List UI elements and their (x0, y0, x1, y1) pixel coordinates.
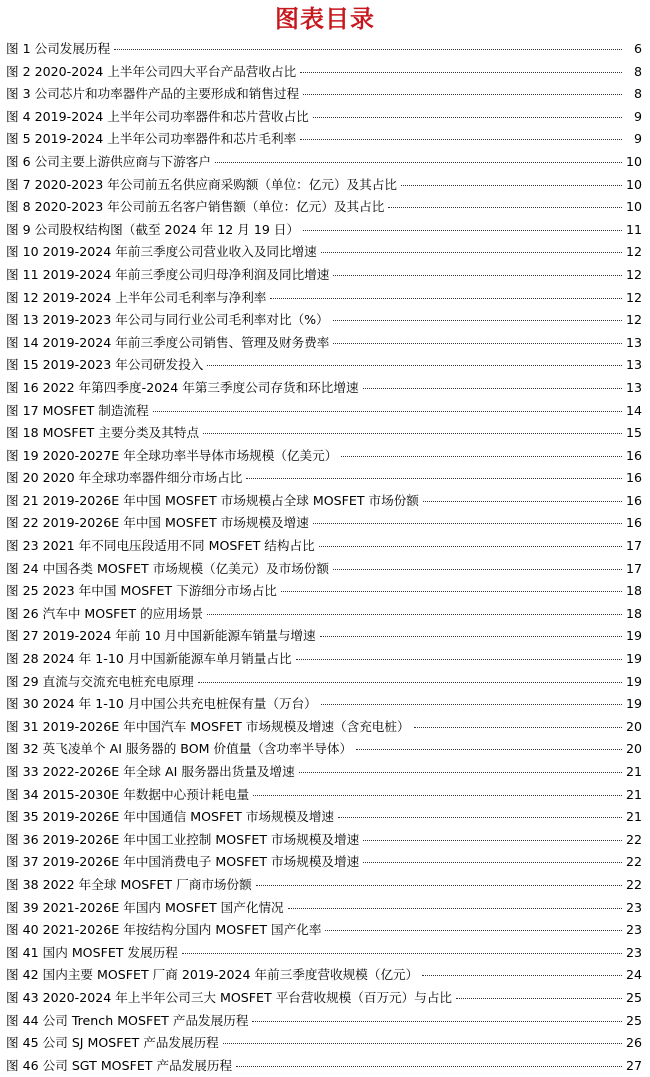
toc-entry-page-number[interactable]: 9 (633, 131, 642, 147)
toc-entry-label[interactable]: 图 15 2019-2023 年公司研发投入 (6, 357, 204, 373)
toc-entry[interactable] (6, 784, 642, 807)
toc-dot-leader (321, 251, 622, 253)
toc-entry-label[interactable]: 图 30 2024 年 1-10 月中国公共充电桩保有量（万台） (6, 696, 317, 712)
toc-dot-leader (246, 477, 622, 479)
toc-entry[interactable] (6, 83, 642, 106)
toc-entry-label[interactable]: 图 26 汽车中 MOSFET 的应用场景 (6, 605, 204, 621)
toc-dot-leader (333, 319, 622, 321)
toc-entry[interactable] (6, 490, 642, 513)
toc-entry-label[interactable]: 图 22 2019-2026E 年中国 MOSFET 市场规模及增速 (6, 515, 309, 531)
toc-entry[interactable] (6, 942, 642, 965)
toc-entry-label[interactable]: 图 33 2022-2026E 年全球 AI 服务器出货量及增速 (6, 764, 295, 779)
toc-entry[interactable] (6, 1032, 642, 1055)
toc-entry-label[interactable]: 图 25 2023 年中国 MOSFET 下游细分市场占比 (6, 583, 277, 599)
toc-entry-label[interactable]: 图 45 公司 SJ MOSFET 产品发展历程 (6, 1035, 219, 1051)
toc-entry[interactable] (6, 128, 642, 151)
toc-entry[interactable] (6, 874, 642, 897)
toc-dot-leader (300, 71, 622, 73)
toc-entry-label[interactable]: 图 34 2015-2030E 年数据中心预计耗电量 (6, 786, 250, 802)
toc-entry-label[interactable]: 图 44 公司 Trench MOSFET 产品发展历程 (6, 1012, 249, 1028)
toc-entry-page-number[interactable]: 12 (626, 289, 643, 305)
toc-entry[interactable] (6, 625, 642, 648)
toc-entry-label[interactable]: 图 38 2022 年全球 MOSFET 厂商市场份额 (6, 876, 252, 892)
toc-entry-label[interactable]: 图 14 2019-2024 年前三季度公司销售、管理及财务费率 (6, 334, 330, 350)
toc-entry-page-number[interactable]: 11 (626, 221, 643, 237)
toc-entry-page-number[interactable]: 9 (633, 108, 642, 124)
toc-dot-leader (333, 342, 622, 344)
toc-dot-leader (253, 794, 622, 796)
toc-entry-label[interactable]: 图 12 2019-2024 上半年公司毛利率与净利率 (6, 289, 267, 305)
toc-dot-leader (414, 726, 622, 728)
toc-entry[interactable] (6, 851, 642, 874)
toc-dot-leader (313, 116, 622, 118)
toc-entry-label[interactable]: 图 28 2024 年 1-10 月中国新能源车单月销量占比 (6, 651, 292, 667)
toc-entry-label[interactable]: 图 40 2021-2026E 年按结构分国内 MOSFET 国产化率 (6, 922, 322, 938)
toc-entry[interactable] (6, 761, 642, 784)
toc-dot-leader (363, 861, 622, 863)
toc-entry-page-number[interactable]: 19 (626, 651, 643, 667)
toc-dot-leader (319, 545, 622, 547)
toc-entry-page-number[interactable]: 8 (633, 86, 642, 102)
toc-entry[interactable] (6, 919, 642, 942)
toc-entry-page-number[interactable]: 20 (626, 741, 643, 757)
toc-entry[interactable] (6, 987, 642, 1010)
toc-entry-page-number[interactable]: 15 (626, 425, 643, 441)
toc-entry-page-number[interactable]: 23 (626, 922, 643, 938)
toc-entry[interactable] (6, 558, 642, 581)
toc-entry-label[interactable]: 图 46 公司 SGT MOSFET 产品发展历程 (6, 1057, 233, 1073)
toc-entry-label[interactable]: 图 23 2021 年不同电压段适用不同 MOSFET 结构占比 (6, 538, 315, 554)
toc-entry-label[interactable]: 图 1 公司发展历程 (6, 41, 111, 56)
toc-entry-label[interactable]: 图 39 2021-2026E 年国内 MOSFET 国产化情况 (6, 899, 284, 915)
toc-entry-page-number[interactable]: 10 (626, 153, 643, 169)
toc-entry-page-number[interactable]: 21 (626, 786, 643, 802)
toc-entry-label[interactable]: 图 9 公司股权结构图（截至 2024 年 12 月 19 日） (6, 221, 300, 237)
toc-dot-leader (207, 613, 622, 615)
toc-entry-label[interactable]: 图 18 MOSFET 主要分类及其特点 (6, 425, 200, 441)
toc-entry-label[interactable]: 图 37 2019-2026E 年中国消费电子 MOSFET 市场规模及增速 (6, 854, 360, 870)
toc-dot-leader (281, 590, 622, 592)
toc-entry-page-number[interactable]: 13 (626, 334, 643, 350)
toc-entry[interactable] (6, 648, 642, 671)
toc-dot-leader (333, 568, 622, 570)
toc-entry[interactable] (6, 332, 642, 355)
toc-dot-leader (325, 929, 622, 931)
toc-entry-label[interactable]: 图 7 2020-2023 年公司前五名供应商采购额（单位：亿元）及其占比 (6, 176, 397, 192)
toc-dot-leader (153, 410, 622, 412)
toc-entry-label[interactable]: 图 32 英飞凌单个 AI 服务器的 BOM 价值量（含功率半导体） (6, 741, 353, 757)
toc-entry[interactable] (6, 467, 642, 490)
toc-dot-leader (363, 387, 622, 389)
toc-entry[interactable] (6, 196, 642, 219)
toc-dot-leader (252, 1020, 622, 1022)
toc-entry-page-number[interactable]: 10 (626, 199, 643, 215)
toc-entry[interactable] (6, 535, 642, 558)
toc-entry[interactable] (6, 829, 642, 852)
toc-entry-label[interactable]: 图 21 2019-2026E 年中国 MOSFET 市场规模占全球 MOSFET 市场份额 (6, 492, 419, 508)
toc-dot-leader (422, 974, 622, 976)
toc-entry-page-number[interactable]: 16 (626, 470, 643, 486)
toc-entry-page-number[interactable]: 18 (626, 583, 643, 599)
toc-dot-leader (182, 952, 622, 954)
toc-dot-leader (320, 635, 622, 637)
toc-dot-leader (313, 522, 622, 524)
toc-entry[interactable] (6, 603, 642, 626)
toc-entry-page-number[interactable]: 17 (626, 538, 643, 554)
toc-entry-page-number[interactable]: 10 (626, 176, 643, 192)
toc-entry-page-number[interactable]: 26 (626, 1035, 643, 1051)
toc-entry-label[interactable]: 图 27 2019-2024 年前 10 月中国新能源车销量与增速 (6, 628, 316, 644)
toc-dot-leader (423, 500, 622, 502)
toc-entry[interactable] (6, 1055, 642, 1077)
toc-entry[interactable] (6, 106, 642, 129)
toc-entry-page-number[interactable]: 12 (626, 244, 643, 260)
toc-entry-label[interactable]: 图 29 直流与交流充电桩充电原理 (6, 673, 194, 689)
toc-entry-page-number[interactable]: 23 (626, 944, 643, 960)
toc-entry-page-number[interactable]: 13 (626, 379, 643, 395)
toc-entry[interactable] (6, 219, 642, 242)
toc-dot-leader (299, 771, 622, 773)
toc-entry[interactable] (6, 897, 642, 920)
toc-entry-label[interactable]: 图 3 公司芯片和功率器件产品的主要形成和销售过程 (6, 86, 300, 102)
toc-entry-label[interactable]: 图 24 中国各类 MOSFET 市场规模（亿美元）及市场份额 (6, 560, 329, 576)
toc-entry-page-number[interactable]: 27 (626, 1057, 643, 1073)
toc-dot-leader (401, 184, 622, 186)
toc-entry[interactable] (6, 1010, 642, 1033)
toc-entry[interactable] (6, 287, 642, 310)
toc-entry-label[interactable]: 图 17 MOSFET 制造流程 (6, 402, 149, 418)
toc-entry-label[interactable]: 图 19 2020-2027E 年全球功率半导体市场规模（亿美元） (6, 447, 338, 463)
toc-dot-leader (303, 229, 622, 231)
toc-entry[interactable] (6, 354, 642, 377)
toc-dot-leader (203, 432, 622, 434)
toc-entry-label[interactable]: 图 10 2019-2024 年前三季度公司营业收入及同比增速 (6, 244, 317, 260)
toc-entry-page-number[interactable]: 23 (626, 899, 643, 915)
page-title: 图表目录 (275, 5, 375, 33)
toc-dot-leader (270, 297, 622, 299)
toc-entry-page-number[interactable]: 19 (626, 673, 643, 689)
toc-dot-leader (288, 907, 622, 909)
toc-entry-page-number[interactable]: 12 (626, 312, 643, 328)
toc-entry-page-number[interactable]: 14 (626, 402, 643, 418)
toc-entry[interactable] (6, 671, 642, 694)
toc-entry-label[interactable]: 图 5 2019-2024 上半年公司功率器件和芯片毛利率 (6, 131, 297, 147)
toc-entry-label[interactable]: 图 6 公司主要上游供应商与下游客户 (6, 153, 211, 169)
toc-dot-leader (363, 839, 622, 841)
toc-entry-label[interactable]: 图 42 国内主要 MOSFET 厂商 2019-2024 年前三季度营收规模（亿元） (6, 967, 419, 983)
toc-dot-leader (338, 816, 622, 818)
toc-entry[interactable] (6, 964, 642, 987)
toc-entry[interactable] (6, 445, 642, 468)
toc-entry-page-number[interactable]: 16 (626, 447, 643, 463)
toc-entry-page-number[interactable]: 22 (626, 831, 643, 847)
toc-entry-page-number[interactable]: 22 (626, 876, 643, 892)
toc-dot-leader (356, 748, 622, 750)
toc-entry-page-number[interactable]: 8 (633, 63, 642, 79)
toc-entry[interactable] (6, 309, 642, 332)
toc-dot-leader (207, 364, 622, 366)
toc-entry-label[interactable]: 图 11 2019-2024 年前三季度公司归母净利润及同比增速 (6, 266, 330, 282)
toc-entry-label[interactable]: 图 16 2022 年第四季度-2024 年第三季度公司存货和环比增速 (6, 379, 359, 395)
toc-entry[interactable] (6, 377, 642, 400)
toc-entry[interactable] (6, 264, 642, 287)
toc-entry-page-number[interactable]: 19 (626, 628, 643, 644)
toc-dot-leader (296, 658, 622, 660)
toc-entry-label[interactable]: 图 36 2019-2026E 年中国工业控制 MOSFET 市场规模及增速 (6, 831, 360, 847)
toc-entry-page-number[interactable]: 22 (626, 854, 643, 870)
toc-entry-label[interactable]: 图 41 国内 MOSFET 发展历程 (6, 944, 178, 960)
toc-dot-leader (215, 161, 622, 163)
toc-entry[interactable] (6, 174, 642, 197)
toc-entry[interactable] (6, 716, 642, 739)
toc-entry-label[interactable]: 图 43 2020-2024 年上半年公司三大 MOSFET 平台营收规模（百万元）与占比 (6, 989, 453, 1005)
toc-dot-leader (223, 1042, 622, 1044)
toc-entry-page-number[interactable]: 21 (626, 809, 643, 825)
toc-entry[interactable] (6, 241, 642, 264)
toc-entry-label[interactable]: 图 4 2019-2024 上半年公司功率器件和芯片营收占比 (6, 108, 309, 124)
toc-entry-page-number[interactable]: 21 (626, 764, 643, 779)
toc-dot-leader (456, 997, 622, 999)
toc-entry-label[interactable]: 图 35 2019-2026E 年中国通信 MOSFET 市场规模及增速 (6, 809, 335, 825)
toc-dot-leader (321, 703, 622, 705)
toc-entry-page-number[interactable]: 6 (633, 41, 642, 56)
table-of-figures (6, 38, 642, 1077)
toc-entry-label[interactable]: 图 13 2019-2023 年公司与同行业公司毛利率对比（%） (6, 312, 329, 328)
toc-dot-leader (256, 884, 622, 886)
toc-entry[interactable] (6, 693, 642, 716)
toc-entry-page-number[interactable]: 18 (626, 605, 643, 621)
toc-dot-leader (303, 93, 622, 95)
toc-entry[interactable] (6, 151, 642, 174)
toc-entry-page-number[interactable]: 19 (626, 696, 643, 712)
toc-entry[interactable] (6, 422, 642, 445)
toc-entry[interactable] (6, 738, 642, 761)
toc-entry-label[interactable]: 图 20 2020 年全球功率器件细分市场占比 (6, 470, 243, 486)
toc-dot-leader (236, 1065, 622, 1067)
toc-entry-label[interactable]: 图 31 2019-2026E 年中国汽车 MOSFET 市场规模及增速（含充电桩） (6, 718, 410, 734)
toc-entry-page-number[interactable]: 16 (626, 515, 643, 531)
toc-entry[interactable] (6, 580, 642, 603)
toc-dot-leader (333, 274, 622, 276)
toc-entry[interactable] (6, 38, 642, 61)
toc-entry[interactable] (6, 806, 642, 829)
toc-dot-leader (300, 138, 622, 140)
toc-entry-page-number[interactable]: 17 (626, 560, 643, 576)
toc-entry[interactable] (6, 512, 642, 535)
toc-entry-page-number[interactable]: 24 (626, 967, 643, 983)
toc-dot-leader (388, 206, 622, 208)
toc-entry-page-number[interactable]: 25 (626, 989, 643, 1005)
toc-dot-leader (341, 455, 622, 457)
toc-entry-page-number[interactable]: 12 (626, 266, 643, 282)
toc-entry-page-number[interactable]: 13 (626, 357, 643, 373)
toc-entry[interactable] (6, 61, 642, 84)
toc-entry-label[interactable]: 图 8 2020-2023 年公司前五名客户销售额（单位：亿元）及其占比 (6, 199, 385, 215)
toc-entry-label[interactable]: 图 2 2020-2024 上半年公司四大平台产品营收占比 (6, 63, 297, 79)
toc-entry-page-number[interactable]: 16 (626, 492, 643, 508)
toc-entry-page-number[interactable]: 25 (626, 1012, 643, 1028)
toc-entry-page-number[interactable]: 20 (626, 718, 643, 734)
toc-dot-leader (198, 681, 622, 683)
toc-entry[interactable] (6, 400, 642, 423)
toc-dot-leader (114, 48, 622, 50)
